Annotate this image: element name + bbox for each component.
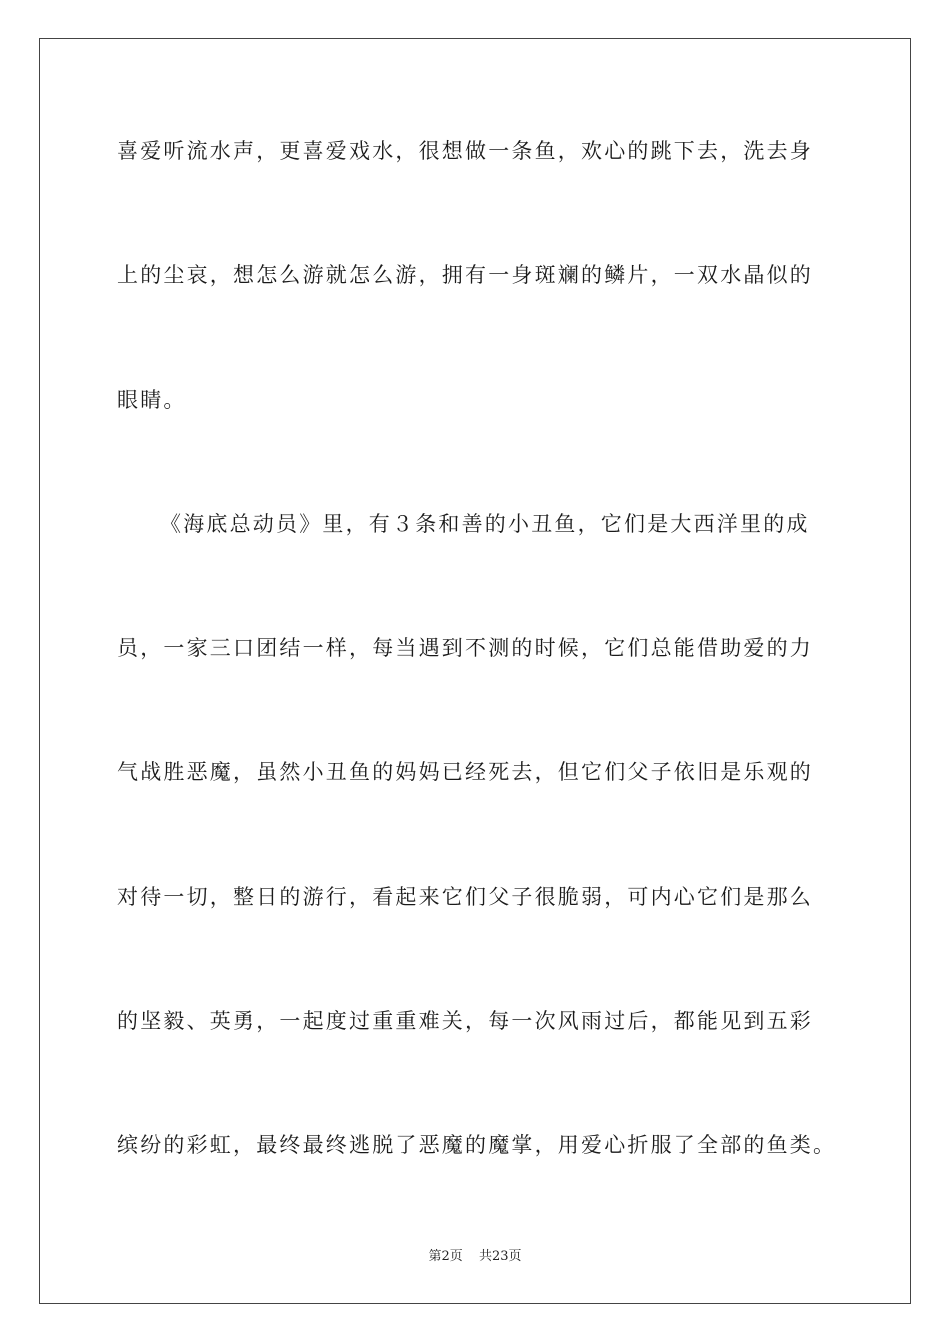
paragraph-2-line-3: 气战胜恶魔，虽然小丑鱼的妈妈已经死去，但它们父子依旧是乐观的 (117, 760, 813, 784)
paragraph-2-line-5: 的坚毅、英勇，一起度过重重难关，每一次风雨过后，都能见到五彩 (117, 1009, 813, 1033)
paragraph-1-line-1: 喜爱听流水声，更喜爱戏水，很想做一条鱼，欢心的跳下去，洗去身 (117, 139, 813, 163)
paragraph-2-line-6: 缤纷的彩虹，最终最终逃脱了恶魔的魔掌，用爱心折服了全部的鱼类。 (117, 1133, 837, 1157)
paragraph-2-line-2: 员，一家三口团结一样，每当遇到不测的时候，它们总能借助爱的力 (117, 636, 813, 660)
page-total: 共23页 (478, 1249, 522, 1264)
page-border (39, 38, 911, 1304)
paragraph-1-line-2: 上的尘哀，想怎么游就怎么游，拥有一身斑斓的鳞片，一双水晶似的 (117, 263, 813, 287)
paragraph-2-line-4: 对待一切，整日的游行，看起来它们父子很脆弱，可内心它们是那么 (117, 885, 813, 909)
paragraph-1-line-3: 眼睛。 (117, 388, 187, 412)
page-number: 第2页 (428, 1249, 463, 1264)
paragraph-2-line-1: 《海底总动员》里，有３条和善的小丑鱼，它们是大西洋里的成 (160, 512, 810, 536)
page-footer (0, 1245, 950, 1264)
